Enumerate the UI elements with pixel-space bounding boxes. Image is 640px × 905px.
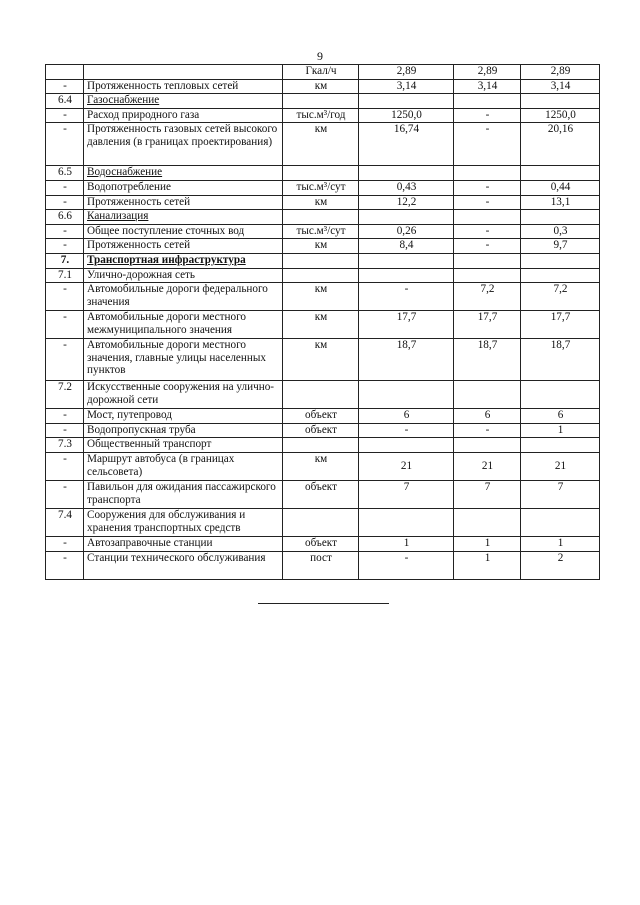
value-current: 16,74: [359, 123, 454, 166]
value-current: [359, 438, 454, 453]
indicator-name: Станции технического обслуживания: [84, 551, 283, 579]
value-current: 3,14: [359, 79, 454, 94]
subsection-heading: Искусственные сооружения на улично-дорожной сети: [84, 381, 283, 409]
unit: объект: [283, 409, 359, 424]
value-current: [359, 253, 454, 268]
value-estimated: 9,7: [521, 239, 600, 254]
section-heading: Транспортная инфраструктура: [84, 253, 283, 268]
value-estimated: [521, 166, 600, 181]
row-number: 6.4: [46, 94, 84, 109]
indicator-name: [84, 65, 283, 80]
value-first-stage: -: [454, 195, 521, 210]
value-first-stage: 2,89: [454, 65, 521, 80]
value-estimated: 1: [521, 423, 600, 438]
value-current: [359, 166, 454, 181]
value-first-stage: 7: [454, 480, 521, 508]
unit: [283, 166, 359, 181]
value-current: 18,7: [359, 339, 454, 381]
unit: км: [283, 283, 359, 311]
value-estimated: 21: [521, 452, 600, 480]
value-current: 21: [359, 452, 454, 480]
value-estimated: 2,89: [521, 65, 600, 80]
indicator-name: Мост, путепровод: [84, 409, 283, 424]
unit: км: [283, 311, 359, 339]
row-number: -: [46, 123, 84, 166]
value-estimated: [521, 210, 600, 225]
unit: км: [283, 239, 359, 254]
value-first-stage: 17,7: [454, 311, 521, 339]
row-number: 7.3: [46, 438, 84, 453]
row-number: -: [46, 551, 84, 579]
value-current: [359, 508, 454, 536]
value-first-stage: [454, 94, 521, 109]
unit: [283, 94, 359, 109]
value-estimated: 0,44: [521, 180, 600, 195]
row-number: -: [46, 423, 84, 438]
row-number: -: [46, 224, 84, 239]
indicator-name: Маршрут автобуса (в границах сельсовета): [84, 452, 283, 480]
value-first-stage: -: [454, 239, 521, 254]
section-heading: Газоснабжение: [84, 94, 283, 109]
row-number: -: [46, 283, 84, 311]
value-current: -: [359, 423, 454, 438]
unit: тыс.м³/сут: [283, 180, 359, 195]
indicator-name: Протяженность газовых сетей высокого давления (в границах проектирования): [84, 123, 283, 166]
unit: объект: [283, 480, 359, 508]
section-heading: Водоснабжение: [84, 166, 283, 181]
unit: [283, 381, 359, 409]
unit: пост: [283, 551, 359, 579]
value-first-stage: 6: [454, 409, 521, 424]
subsection-heading: Общественный транспорт: [84, 438, 283, 453]
indicator-name: Протяженность сетей: [84, 239, 283, 254]
row-number: 6.6: [46, 210, 84, 225]
value-estimated: 1250,0: [521, 108, 600, 123]
value-first-stage: [454, 438, 521, 453]
indicator-name: Протяженность сетей: [84, 195, 283, 210]
row-number: -: [46, 311, 84, 339]
indicator-name: Павильон для ожидания пассажирского транспорта: [84, 480, 283, 508]
row-number: -: [46, 239, 84, 254]
value-current: 1250,0: [359, 108, 454, 123]
value-current: 6: [359, 409, 454, 424]
value-first-stage: -: [454, 423, 521, 438]
value-current: -: [359, 551, 454, 579]
row-number: 7.1: [46, 268, 84, 283]
indicator-name: Автомобильные дороги местного межмуниципального значения: [84, 311, 283, 339]
value-first-stage: [454, 268, 521, 283]
value-first-stage: [454, 210, 521, 225]
value-estimated: 3,14: [521, 79, 600, 94]
value-estimated: 7,2: [521, 283, 600, 311]
value-current: [359, 268, 454, 283]
value-first-stage: -: [454, 180, 521, 195]
value-first-stage: -: [454, 108, 521, 123]
unit: [283, 253, 359, 268]
indicator-name: Общее поступление сточных вод: [84, 224, 283, 239]
value-first-stage: [454, 166, 521, 181]
value-first-stage: [454, 253, 521, 268]
unit: км: [283, 79, 359, 94]
value-first-stage: 1: [454, 551, 521, 579]
page-number: 9: [317, 49, 323, 63]
value-current: [359, 210, 454, 225]
row-number: 7.4: [46, 508, 84, 536]
value-current: [359, 381, 454, 409]
value-estimated: 0,3: [521, 224, 600, 239]
unit: км: [283, 123, 359, 166]
value-current: -: [359, 283, 454, 311]
value-estimated: 7: [521, 480, 600, 508]
row-number: 6.5: [46, 166, 84, 181]
section-heading: Канализация: [84, 210, 283, 225]
row-number: -: [46, 480, 84, 508]
value-estimated: [521, 508, 600, 536]
value-estimated: 1: [521, 536, 600, 551]
row-number: -: [46, 536, 84, 551]
subsection-heading: Улично-дорожная сеть: [84, 268, 283, 283]
value-first-stage: 1: [454, 536, 521, 551]
value-estimated: 2: [521, 551, 600, 579]
indicator-name: Автомобильные дороги местного значения, главные улицы населенных пунктов: [84, 339, 283, 381]
row-number: 7.: [46, 253, 84, 268]
value-first-stage: 7,2: [454, 283, 521, 311]
row-number: -: [46, 180, 84, 195]
value-current: [359, 94, 454, 109]
value-first-stage: -: [454, 224, 521, 239]
closing-rule: [258, 603, 389, 604]
row-number: 7.2: [46, 381, 84, 409]
indicator-name: Водопропускная труба: [84, 423, 283, 438]
value-first-stage: [454, 508, 521, 536]
unit: тыс.м³/сут: [283, 224, 359, 239]
indicator-name: Автомобильные дороги федерального значения: [84, 283, 283, 311]
value-current: 2,89: [359, 65, 454, 80]
value-estimated: 6: [521, 409, 600, 424]
unit: км: [283, 452, 359, 480]
indicator-name: Протяженность тепловых сетей: [84, 79, 283, 94]
unit: [283, 508, 359, 536]
value-first-stage: -: [454, 123, 521, 166]
indicator-name: Расход природного газа: [84, 108, 283, 123]
unit: объект: [283, 423, 359, 438]
value-estimated: [521, 253, 600, 268]
value-estimated: 18,7: [521, 339, 600, 381]
value-current: 1: [359, 536, 454, 551]
unit: км: [283, 339, 359, 381]
unit: [283, 438, 359, 453]
value-estimated: [521, 268, 600, 283]
value-first-stage: 18,7: [454, 339, 521, 381]
unit: объект: [283, 536, 359, 551]
row-number: -: [46, 339, 84, 381]
value-estimated: [521, 381, 600, 409]
value-current: 0,43: [359, 180, 454, 195]
unit: [283, 268, 359, 283]
value-estimated: 17,7: [521, 311, 600, 339]
value-current: 0,26: [359, 224, 454, 239]
unit: км: [283, 195, 359, 210]
indicator-name: Автозаправочные станции: [84, 536, 283, 551]
indicators-table: [45, 64, 600, 580]
value-current: 7: [359, 480, 454, 508]
unit: тыс.м³/год: [283, 108, 359, 123]
subsection-heading: Сооружения для обслуживания и хранения транспортных средств: [84, 508, 283, 536]
value-estimated: 20,16: [521, 123, 600, 166]
unit: Гкал/ч: [283, 65, 359, 80]
unit: [283, 210, 359, 225]
value-estimated: [521, 438, 600, 453]
indicator-name: Водопотребление: [84, 180, 283, 195]
value-estimated: [521, 94, 600, 109]
row-number: -: [46, 108, 84, 123]
value-current: 12,2: [359, 195, 454, 210]
value-current: 8,4: [359, 239, 454, 254]
row-number: -: [46, 195, 84, 210]
value-estimated: 13,1: [521, 195, 600, 210]
row-number: -: [46, 79, 84, 94]
value-first-stage: 21: [454, 452, 521, 480]
row-number: -: [46, 409, 84, 424]
value-current: 17,7: [359, 311, 454, 339]
value-first-stage: [454, 381, 521, 409]
row-number: -: [46, 452, 84, 480]
row-number: [46, 65, 84, 80]
value-first-stage: 3,14: [454, 79, 521, 94]
